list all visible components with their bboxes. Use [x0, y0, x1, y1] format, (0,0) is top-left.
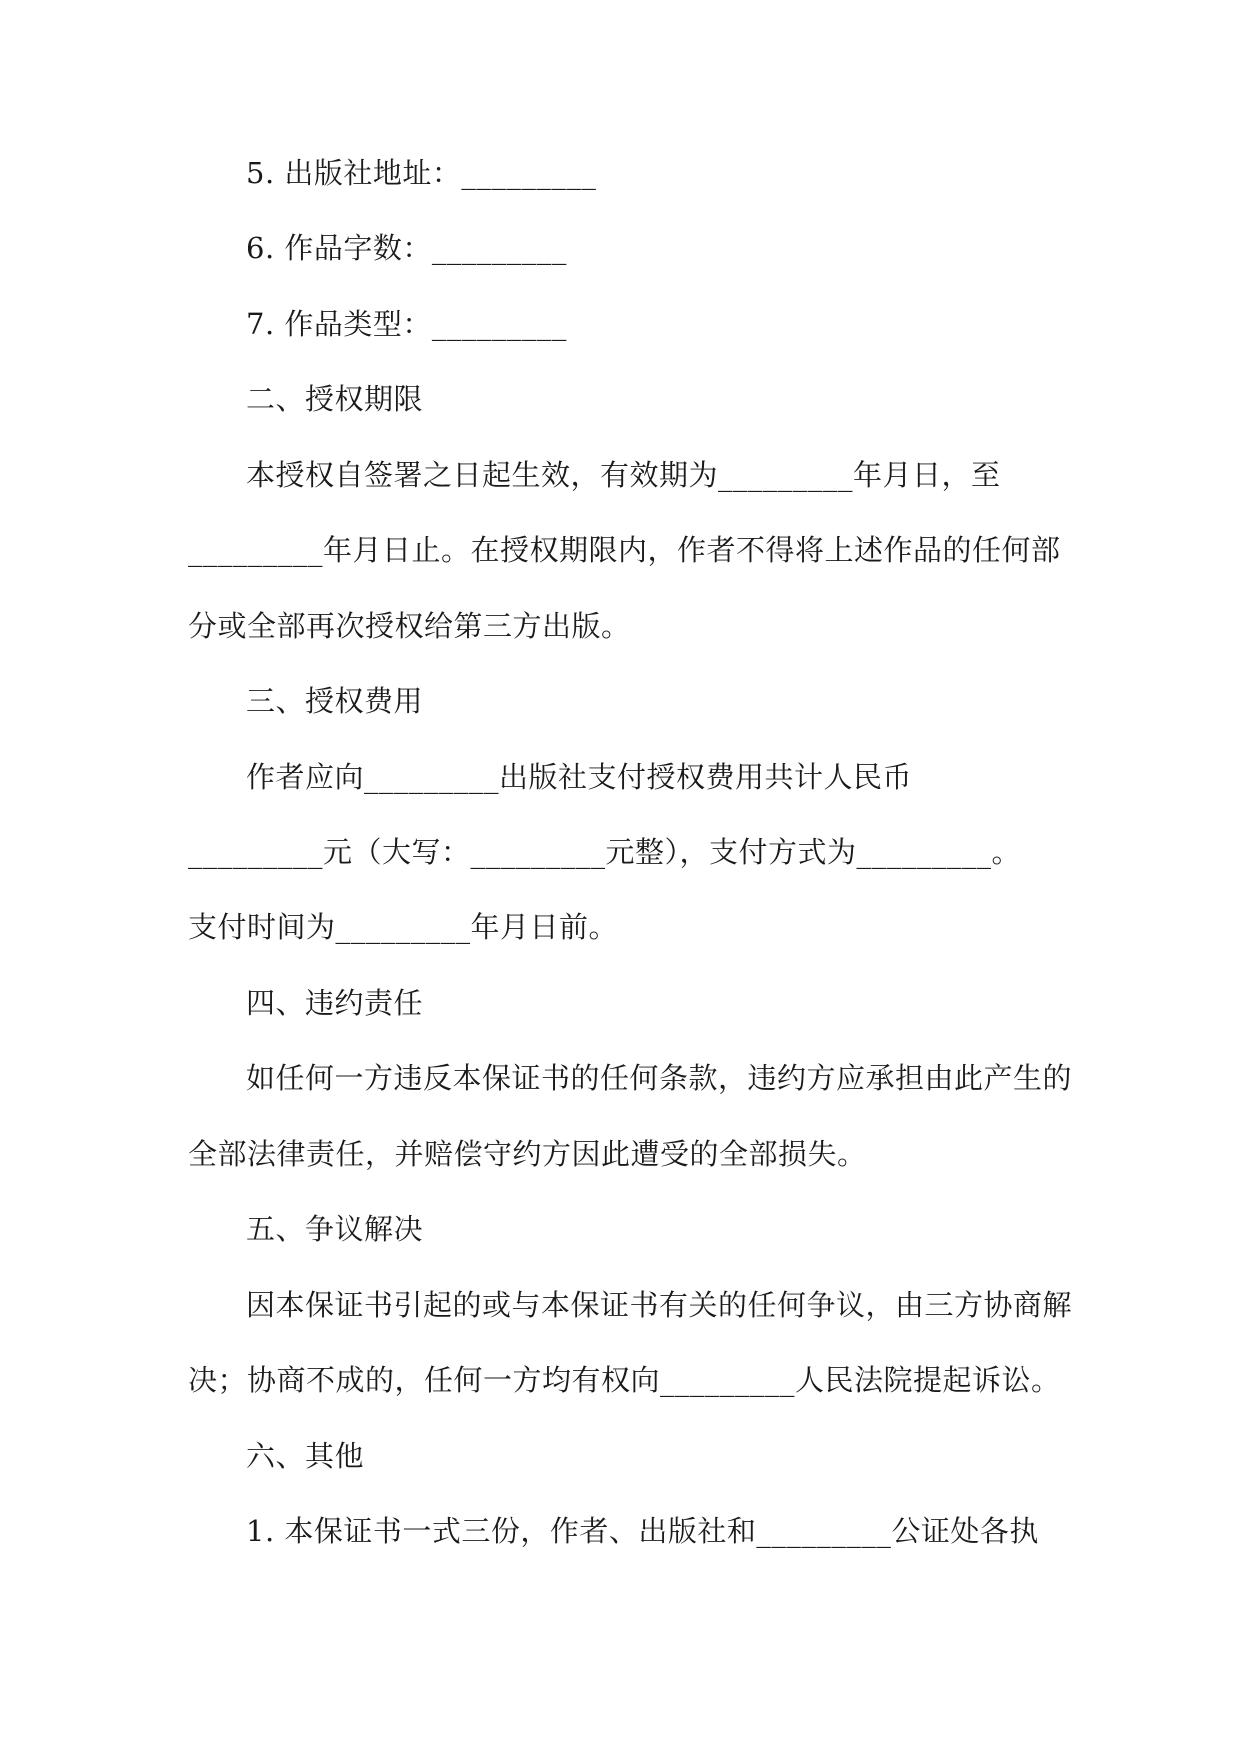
paragraph-line: 作者应向_________出版社支付授权费用共计人民币 — [246, 760, 913, 794]
item-publisher-address: 5. 出版社地址：_________ — [246, 156, 597, 190]
section-heading-disputes: 五、争议解决 — [246, 1212, 424, 1246]
section-heading-term: 二、授权期限 — [246, 382, 424, 416]
section-heading-liability: 四、违约责任 — [246, 986, 424, 1020]
section-heading-other: 六、其他 — [246, 1439, 365, 1473]
paragraph-line: 分或全部再次授权给第三方出版。 — [188, 609, 631, 643]
paragraph-line: 决；协商不成的，任何一方均有权向_________人民法院提起诉讼。 — [188, 1363, 1061, 1397]
paragraph-line: _________年月日止。在授权期限内，作者不得将上述作品的任何部 — [188, 533, 1061, 567]
item-work-type: 7. 作品类型：_________ — [246, 307, 567, 341]
paragraph-line: 本授权自签署之日起生效，有效期为_________年月日，至 — [246, 458, 1001, 492]
paragraph-line: 因本保证书引起的或与本保证书有关的任何争议，由三方协商解 — [246, 1288, 1073, 1322]
item-copies: 1. 本保证书一式三份，作者、出版社和_________公证处各执 — [246, 1514, 1039, 1548]
paragraph-line: 如任何一方违反本保证书的任何条款，违约方应承担由此产生的 — [246, 1061, 1073, 1095]
item-word-count: 6. 作品字数：_________ — [246, 231, 567, 265]
paragraph-line: 支付时间为_________年月日前。 — [188, 910, 619, 944]
paragraph-line: 全部法律责任，并赔偿守约方因此遭受的全部损失。 — [188, 1137, 867, 1171]
section-heading-fees: 三、授权费用 — [246, 684, 424, 718]
paragraph-line: _________元（大写：_________元整），支付方式为_________。 — [188, 835, 1022, 869]
